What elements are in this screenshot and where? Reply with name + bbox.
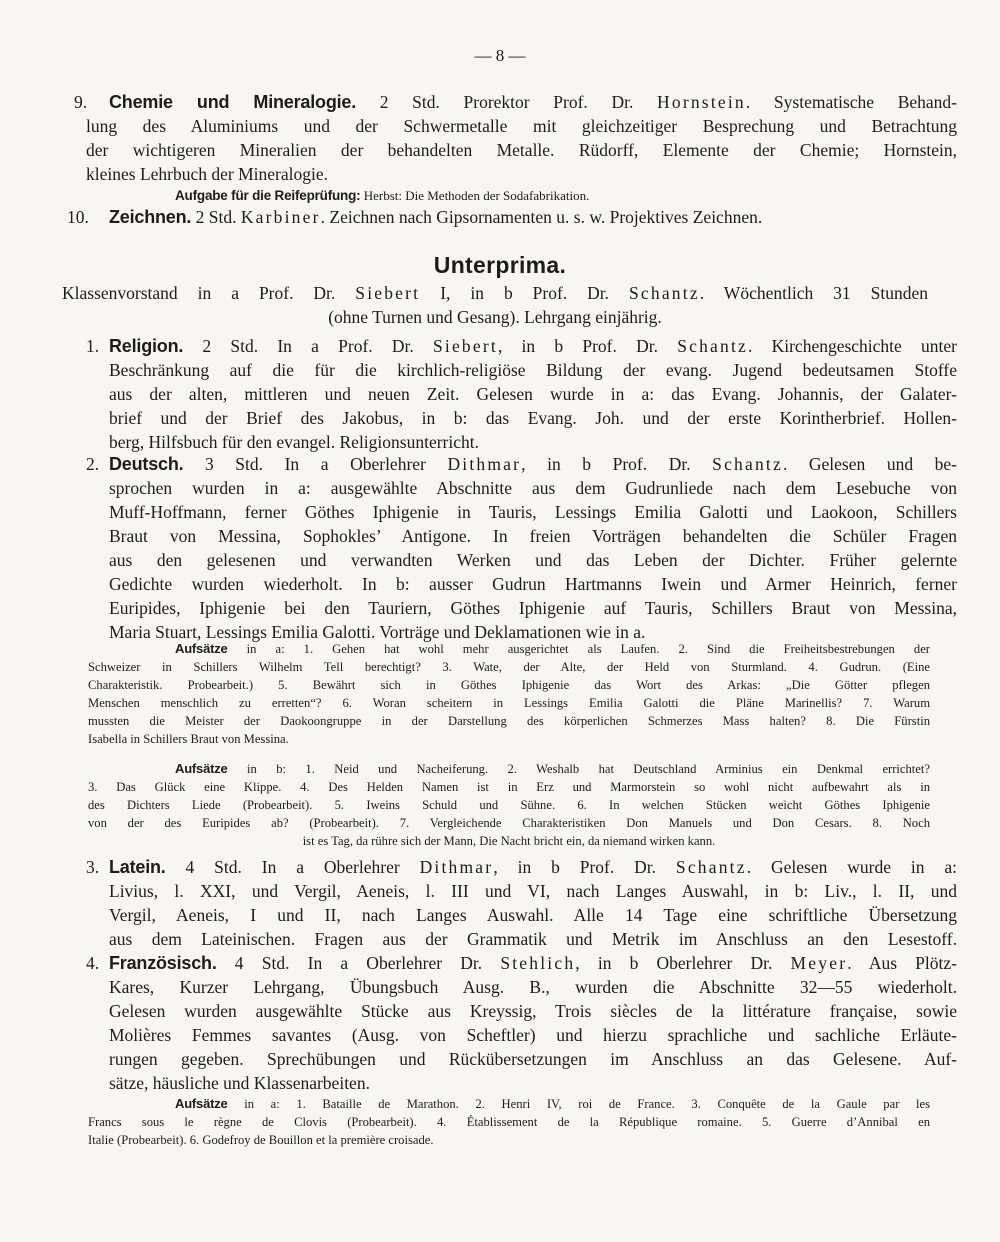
essays-label: Aufsätze bbox=[175, 641, 228, 656]
task-label: Aufgabe für die Reifeprüfung: bbox=[175, 188, 361, 203]
essays-franzoesisch: Aufsätze in a: 1. Bataille de Marathon. 2. Henri IV, roi de France. 3. Conquête de la Gaule par les Francs sous le règne de Clovis (Probearbeit). 4. Établissement de la République romaine. 5. Guerre d’Annibal en Italie (Probearbeit). 6. Godefroy de Bouillon et la première croisade. bbox=[88, 1096, 930, 1147]
teacher-name: Stehlich bbox=[500, 953, 576, 973]
essays-deutsch-a: Aufsätze in a: 1. Gehen hat wohl mehr ausgerichtet als Laufen. 2. Sind die Freiheitsbestrebungen der Schweizer in Schillers Wilhelm Tell berechtigt? 3. Wate, der Alte, der Held von Sturmland. 4. Gudrun. (Eine Charakteristik. Probearbeit.) 5. Bewährt sich in Göthes Iphigenie das Wort des Arkas: „Die Götter pflegen Menschen menschlich zu erretten“? 6. Woran scheitern in Lessings Emilia Galotti die Pläne Marinellis? 7. Warum mussten die Meister der Daokoongruppe in der Darstellung des körperlichen Schmerzes Mass halten? 8. Die Fürstin Isabella in Schillers Braut von Messina. bbox=[88, 641, 930, 746]
teacher-name: Schantz bbox=[675, 857, 747, 877]
section-chemie: 9. Chemie und Mineralogie. 2 Std. Prorektor Prof. Dr. Hornstein. Systematische Behand- lung des Aluminiums und der Schwermetalle mit gleichzeitiger Besprechung und Betrachtung der wichtigeren Mineralien der behandelten Metalle. Rüdorff, Elemente der Chemie; Hornstein, kleines Lehrbuch der Mineralogie. bbox=[74, 92, 958, 184]
section-number: 2. bbox=[86, 454, 100, 474]
class-info: Klassenvorstand in a Prof. Dr. Siebert I, in b Prof. Dr. Schantz. Wöchentlich 31 Stunden (ohne Turnen und Gesang). Lehrgang einjährig. bbox=[62, 283, 928, 327]
section-title: Zeichnen. bbox=[109, 207, 192, 227]
teacher-name: Schantz bbox=[677, 336, 748, 356]
section-number: 10. bbox=[67, 207, 89, 227]
class-heading: Unterprima. bbox=[433, 252, 567, 278]
section-number: 9. bbox=[74, 92, 88, 112]
teacher-name: Dithmar bbox=[447, 454, 522, 474]
essays-label: Aufsätze bbox=[175, 761, 228, 776]
teacher-name: Hornstein bbox=[657, 92, 746, 112]
section-title: Chemie und Mineralogie. bbox=[109, 92, 357, 112]
section-zeichnen: 10. Zeichnen. 2 Std. Karbiner. Zeichnen nach Gipsornamenten u. s. w. Projektives Zeichnen. bbox=[67, 207, 763, 227]
teacher-name: Schantz bbox=[628, 283, 700, 303]
task-line: Aufgabe für die Reifeprüfung: Herbst: Die Methoden der Sodafabrikation. bbox=[175, 188, 590, 203]
section-title: Deutsch. bbox=[109, 454, 184, 474]
section-title: Französisch. bbox=[109, 953, 217, 973]
page-number: — 8 — bbox=[474, 46, 526, 65]
teacher-name: Siebert bbox=[355, 283, 421, 303]
section-number: 1. bbox=[86, 336, 100, 356]
teacher-name: Dithmar bbox=[419, 857, 494, 877]
teacher-name: Karbiner bbox=[240, 207, 321, 227]
teacher-name: Siebert bbox=[432, 336, 498, 356]
section-latein: 3. Latein. 4 Std. In a Oberlehrer Dithmar, in b Prof. Dr. Schantz. Gelesen wurde in a: Livius, l. XXI, und Vergil, Aeneis, l. III und VI, nach Langes Auswahl, in b: Liv., l. II, und Vergil, Aeneis, I und II, nach Langes Auswahl. Alle 14 Tage eine schriftliche Übersetzung aus dem Lateinischen. Fragen aus der Grammatik und Metrik im Anschluss an den Lesestoff. bbox=[86, 857, 957, 949]
section-title: Latein. bbox=[109, 857, 166, 877]
section-number: 4. bbox=[86, 953, 100, 973]
teacher-name: Meyer bbox=[790, 953, 848, 973]
section-deutsch: 2. Deutsch. 3 Std. In a Oberlehrer Dithmar, in b Prof. Dr. Schantz. Gelesen und be- sprochen wurden in a: ausgewählte Abschnitte aus dem Gudrunliede nach dem Lesebuche von Muff-Hoffmann, ferner Göthes Iphigenie in Tauris, Lessings Emilia Galotti und Laokoon, Schillers Braut von Messina, Sophokles’ Antigone. In freien Vorträgen behandelten die Schüler Fragen aus den gelesenen und verwandten Werken und das Leben der Dichter. Früher gelernte Gedichte wurden wiederholt. In b: ausser Gudrun Hartmanns Iwein und Armer Heinrich, ferner Euripides, Iphigenie bei den Tauriern, Göthes Iphigenie auf Tauris, Schillers Braut von Messina, Maria Stuart, Lessings Emilia Galotti. Vorträge und Deklamationen wie in a. bbox=[86, 454, 957, 642]
section-title: Religion. bbox=[109, 336, 184, 356]
section-franzoesisch: 4. Französisch. 4 Std. In a Oberlehrer Dr. Stehlich, in b Oberlehrer Dr. Meyer. Aus Plötz- Kares, Kurzer Lehrgang, Übungsbuch Ausg. B., wurden die Abschnitte 32—55 wiederholt. Gelesen wurden ausgewählte Stücke aus Kreyssig, Trois siècles de la littérature française, sowie Molières Femmes savantes (Ausg. von Scheftler) und hierzu sprachliche und sachliche Erläute- rungen gegeben. Sprechübungen und Rückübersetzungen im Anschluss an das Gelesene. Auf- sätze, häusliche und Klassenarbeiten. bbox=[86, 953, 957, 1093]
section-number: 3. bbox=[86, 857, 100, 877]
section-religion: 1. Religion. 2 Std. In a Prof. Dr. Siebert, in b Prof. Dr. Schantz. Kirchengeschichte unter Beschränkung auf die für die kirchlich-religiöse Bildung der evang. Jugend bedeutsamen Stoffe aus der alten, mittleren und neuen Zeit. Gelesen wurde in a: das Evang. Johannis, der Galater- brief und der Brief des Jakobus, in b: das Evang. Joh. und der erste Korintherbrief. Hollen- berg, Hilfsbuch für den evangel. Religionsunterricht. bbox=[86, 336, 957, 452]
essays-deutsch-b: Aufsätze in b: 1. Neid und Nacheiferung. 2. Weshalb hat Deutschland Arminius ein Denkmal errichtet? 3. Das Glück eine Klippe. 4. Des Helden Namen ist in Erz und Marmorstein so wohl nicht aufbewahrt als in des Dichters Liede (Probearbeit). 5. Iweins Schuld und Sühne. 6. In welchen Stücken weicht Göthes Iphigenie von der des Euripides ab? (Probearbeit). 7. Vergleichende Charakteristiken Don Manuels und Don Cesars. 8. Noch ist es Tag, da rühre sich der Mann, Die Nacht bricht ein, da niemand wirken kann. bbox=[88, 761, 930, 848]
teacher-name: Schantz bbox=[712, 454, 783, 474]
class-heading-block bbox=[0, 252, 1000, 279]
essays-label: Aufsätze bbox=[175, 1096, 228, 1111]
